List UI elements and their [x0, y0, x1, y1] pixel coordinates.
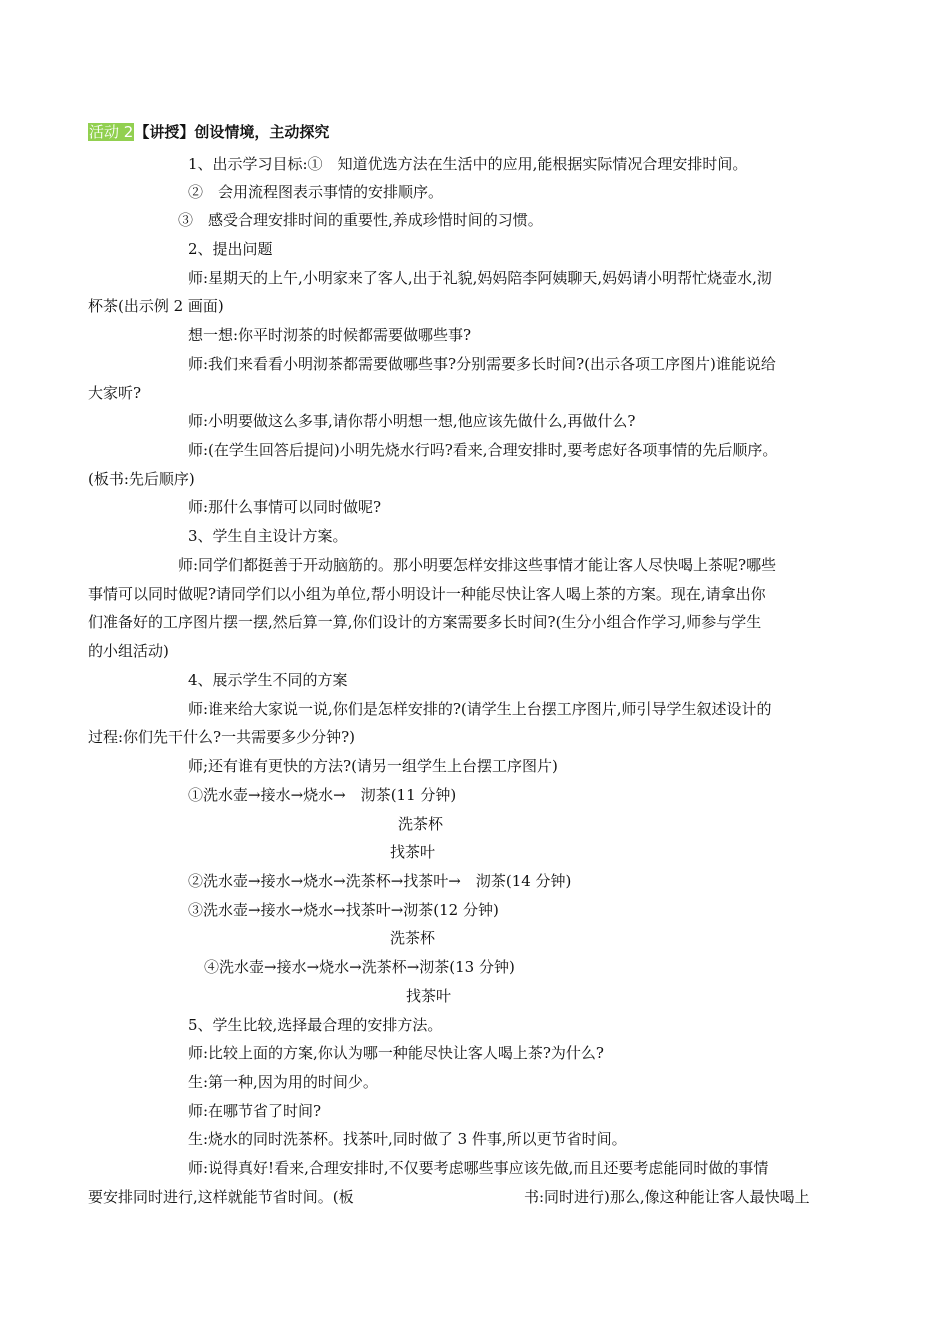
flow-plan-line: ④洗水壶→接水→烧水→洗茶杯→沏茶(13 分钟) [204, 958, 515, 976]
paragraph-line: 师:比较上面的方案,你认为哪一种能尽快让客人喝上茶?为什么? [188, 1044, 604, 1062]
paragraph-line: 2、提出问题 [188, 240, 273, 258]
paragraph-line: 1、出示学习目标:① 知道优选方法在生活中的应用,能根据实际情况合理安排时间。 [188, 155, 748, 173]
activity-heading [88, 121, 329, 143]
activity-tag: 活动 2 [89, 123, 134, 141]
activity-title: 【讲授】创设情境，主动探究 [134, 123, 330, 141]
paragraph-line: 5、学生比较,选择最合理的安排方法。 [188, 1016, 443, 1034]
paragraph-line: 师;还有谁有更快的方法?(请另一组学生上台摆工序图片) [188, 757, 558, 775]
paragraph-line: 想一想:你平时沏茶的时候都需要做哪些事? [188, 326, 472, 344]
paragraph-line: 师:同学们都挺善于开动脑筋的。那小明要怎样安排这些事情才能让客人尽快喝上茶呢?哪些 [178, 556, 777, 574]
flow-plan-line: ③洗水壶→接水→烧水→找茶叶→沏茶(12 分钟) [188, 901, 499, 919]
paragraph-line: 师:在哪节省了时间? [188, 1102, 322, 1120]
paragraph-line: 大家听? [88, 384, 142, 402]
flow-plan-branch: 洗茶杯 [398, 815, 444, 833]
paragraph-line: 们准备好的工序图片摆一摆,然后算一算,你们设计的方案需要多长时间?(生分小组合作学习,师参与学生 [88, 613, 762, 631]
paragraph-line: ② 会用流程图表示事情的安排顺序。 [188, 183, 444, 201]
flow-plan-branch: 找茶叶 [406, 987, 452, 1005]
paragraph-line: 杯茶(出示例 2 画面) [88, 297, 224, 315]
paragraph-line: 师:我们来看看小明沏茶都需要做哪些事?分别需要多长时间?(出示各项工序图片)谁能说给 [188, 355, 776, 373]
paragraph-line: 要安排同时进行,这样就能节省时间。(板 [88, 1188, 354, 1206]
flow-plan-branch: 找茶叶 [390, 843, 436, 861]
paragraph-line: 4、展示学生不同的方案 [188, 671, 348, 689]
paragraph-line: 过程:你们先干什么?一共需要多少分钟?) [88, 728, 355, 746]
paragraph-line: 书:同时进行)那么,像这种能让客人最快喝上 [524, 1188, 810, 1206]
paragraph-line: 师:谁来给大家说一说,你们是怎样安排的?(请学生上台摆工序图片,师引导学生叙述设计的 [188, 700, 772, 718]
paragraph-line: 师:那什么事情可以同时做呢? [188, 498, 382, 516]
paragraph-line: ③ 感受合理安排时间的重要性,养成珍惜时间的习惯。 [178, 211, 543, 229]
flow-plan-branch: 洗茶杯 [390, 929, 436, 947]
paragraph-line: 事情可以同时做呢?请同学们以小组为单位,帮小明设计一种能尽快让客人喝上茶的方案。现在,请拿出你 [88, 585, 766, 603]
paragraph-line: 师:小明要做这么多事,请你帮小明想一想,他应该先做什么,再做什么? [188, 412, 636, 430]
paragraph-line: 的小组活动) [88, 642, 169, 660]
paragraph-line: 师:说得真好!看来,合理安排时,不仅要考虑哪些事应该先做,而且还要考虑能同时做的事情 [188, 1159, 769, 1177]
paragraph-line: 师:星期天的上午,小明家来了客人,出于礼貌,妈妈陪李阿姨聊天,妈妈请小明帮忙烧壶水,沏 [188, 269, 772, 287]
paragraph-line: 生:第一种,因为用的时间少。 [188, 1073, 378, 1091]
paragraph-line: (板书:先后顺序) [88, 470, 195, 488]
flow-plan-line: ②洗水壶→接水→烧水→洗茶杯→找茶叶→ 沏茶(14 分钟) [188, 872, 572, 890]
paragraph-line: 3、学生自主设计方案。 [188, 527, 348, 545]
paragraph-line: 生:烧水的同时洗茶杯。找茶叶,同时做了 3 件事,所以更节省时间。 [188, 1130, 627, 1148]
flow-plan-line: ①洗水壶→接水→烧水→ 沏茶(11 分钟) [188, 786, 457, 804]
paragraph-line: 师:(在学生回答后提问)小明先烧水行吗?看来,合理安排时,要考虑好各项事情的先后顺序。 [188, 441, 778, 459]
